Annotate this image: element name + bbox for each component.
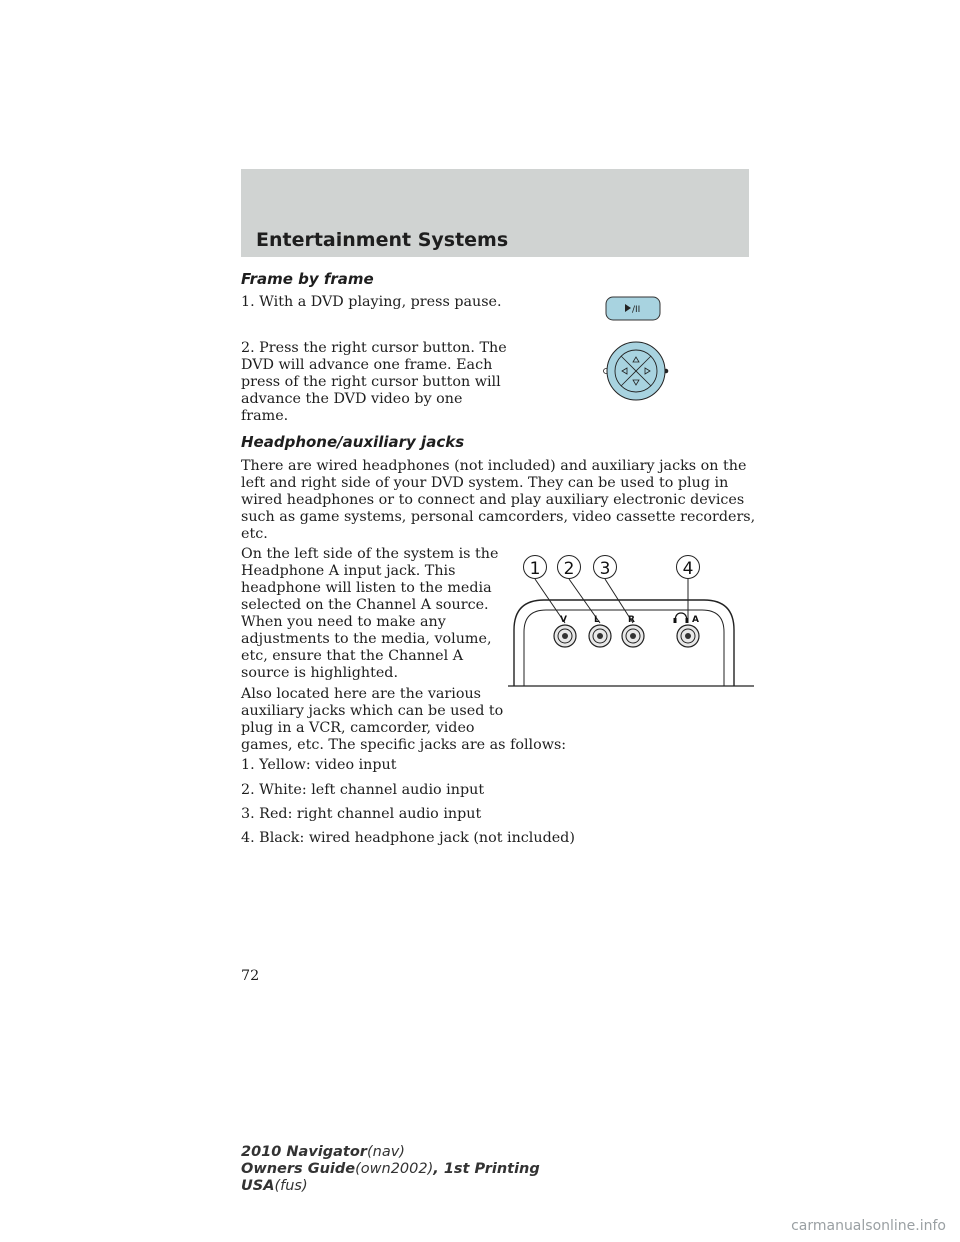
aux-intro-paragraph — [241, 686, 741, 754]
jack-list-item-1: 1. Yellow: video input — [241, 757, 397, 773]
frame-by-frame-heading: Frame by frame — [241, 270, 374, 288]
callout-1: 1 — [529, 559, 541, 579]
footer-line-2 — [241, 1161, 540, 1178]
footer-line-1 — [241, 1144, 540, 1161]
callout-2: 2 — [563, 559, 575, 579]
text-line: selected on the Channel A source. — [241, 597, 489, 613]
text-line: left and right side of your DVD system. They can be used to plug in — [241, 475, 729, 491]
footer-guide: Owners Guide — [241, 1161, 356, 1177]
jack-label-l: L — [594, 615, 600, 625]
footer-line-3 — [241, 1178, 540, 1195]
cursor-pad-icon — [600, 340, 672, 404]
footer-imprint — [241, 1144, 540, 1195]
jack-video — [554, 625, 576, 647]
jack-list-item-4: 4. Black: wired headphone jack (not included) — [241, 830, 575, 846]
headphone-aux-intro — [241, 458, 756, 543]
play-pause-icon — [605, 296, 661, 322]
text-line: 2. Press the right cursor button. The — [241, 340, 507, 356]
footer-region-code: (fus) — [274, 1178, 308, 1194]
jack-label-v: V — [560, 615, 567, 625]
headphone-aux-heading: Headphone/auxiliary jacks — [241, 433, 465, 451]
text-line: auxiliary jacks which can be used to — [241, 703, 504, 719]
text-line: advance the DVD video by one — [241, 391, 463, 407]
frame-step-2 — [241, 340, 507, 425]
jack-label-a: A — [692, 615, 699, 625]
text-line: press of the right cursor button will — [241, 374, 501, 390]
text-line: wired headphones or to connect and play auxiliary electronic devices — [241, 492, 745, 508]
watermark: carmanualsonline.info — [791, 1218, 946, 1234]
text-line: such as game systems, personal camcorders, video cassette recorders, — [241, 509, 756, 525]
text-line: etc. — [241, 526, 268, 542]
jack-right-audio — [622, 625, 644, 647]
text-line: frame. — [241, 408, 289, 424]
footer-region: USA — [241, 1178, 275, 1194]
page-number: 72 — [241, 968, 260, 984]
text-line: etc, ensure that the Channel A — [241, 648, 464, 664]
jack-list-item-2: 2. White: left channel audio input — [241, 782, 485, 798]
text-line: plug in a VCR, camcorder, video — [241, 720, 475, 736]
section-header-bar — [241, 169, 749, 257]
text-line: Also located here are the various — [241, 686, 481, 702]
text-line: When you need to make any — [241, 614, 446, 630]
text-line: adjustments to the media, volume, — [241, 631, 492, 647]
footer-printing: , 1st Printing — [433, 1161, 540, 1177]
text-line: source is highlighted. — [241, 665, 399, 681]
text-line: games, etc. The specific jacks are as follows: — [241, 737, 567, 753]
text-line: 1. With a DVD playing, press pause. — [241, 294, 502, 310]
text-line: Headphone A input jack. This — [241, 563, 456, 579]
footer-model-code: (nav) — [366, 1144, 405, 1160]
left-side-paragraph — [241, 546, 503, 682]
footer-model: 2010 Navigator — [241, 1144, 367, 1160]
headphone-icon — [674, 613, 689, 623]
jack-headphone — [677, 625, 699, 647]
callout-4: 4 — [682, 559, 694, 579]
text-line: DVD will advance one frame. Each — [241, 357, 493, 373]
jack-list-item-3: 3. Red: right channel audio input — [241, 806, 482, 822]
svg-text:/II: /II — [632, 305, 641, 315]
text-line: There are wired headphones (not included) and auxiliary jacks on the — [241, 458, 747, 474]
jack-left-audio — [589, 625, 611, 647]
text-line: headphone will listen to the media — [241, 580, 492, 596]
text-line: On the left side of the system is the — [241, 546, 499, 562]
section-title: Entertainment Systems — [256, 229, 509, 251]
callout-3: 3 — [599, 559, 611, 579]
frame-step-1 — [241, 294, 503, 311]
jack-label-r: R — [628, 615, 635, 625]
footer-guide-code: (own2002) — [355, 1161, 434, 1177]
jack-panel-diagram — [508, 550, 758, 696]
